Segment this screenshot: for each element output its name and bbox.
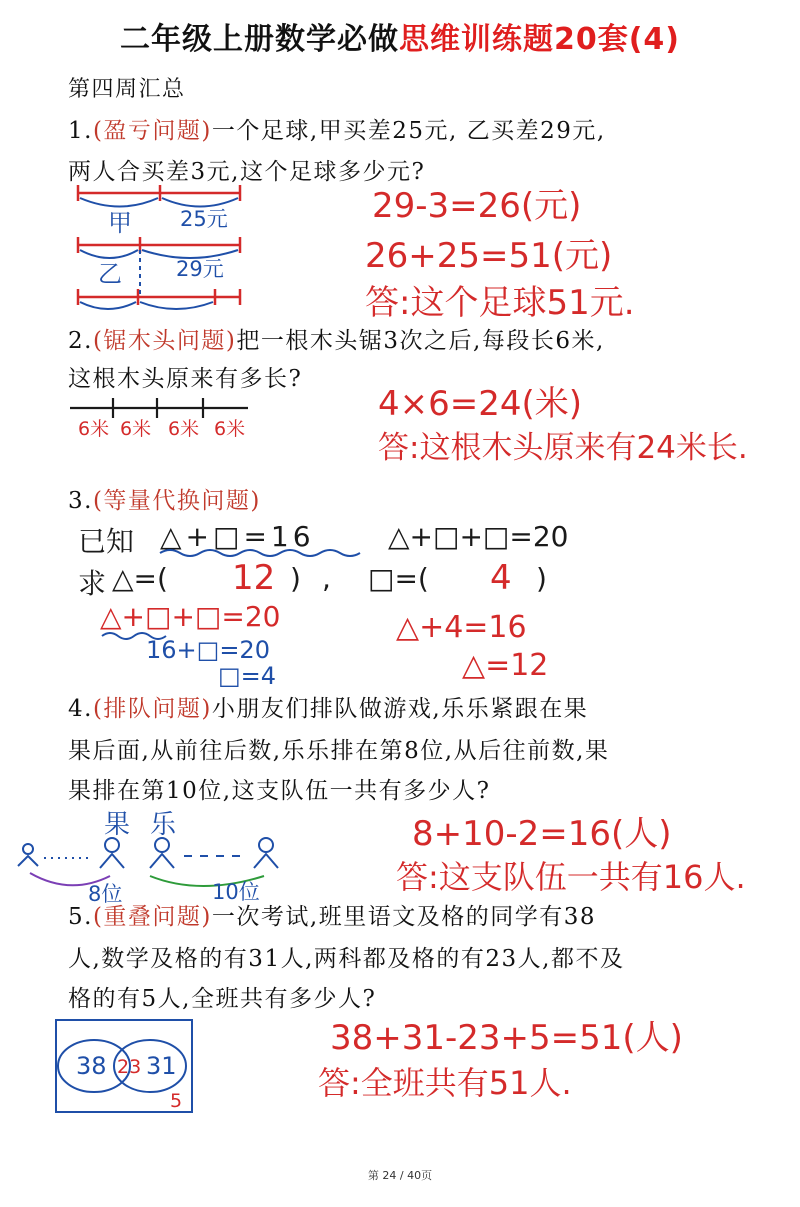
p1-jia-diff: 25元 <box>180 207 228 231</box>
problem-2-tag: (锯木头问题) <box>92 328 237 354</box>
p4-le-label: 乐 <box>150 810 177 840</box>
week-heading: 第四周汇总 <box>68 77 186 102</box>
p3-ask-label: 求 <box>78 567 107 600</box>
p3-work-right-2: △=12 <box>462 648 549 683</box>
p3-equation-2: △+□+□=20 <box>388 520 569 553</box>
p5-venn-left: 38 <box>76 1052 107 1080</box>
p2-segment-1: 6米 <box>78 418 110 440</box>
problem-4-line-3: 果排在第10位,这支队伍一共有多少人? <box>68 778 491 804</box>
p2-segment-3: 6米 <box>168 418 200 440</box>
page-footer: 第 24 / 40页 <box>367 1169 433 1182</box>
problem-4-num: 4. <box>68 696 93 722</box>
problem-5-line-3: 格的有5人,全班共有多少人? <box>68 986 377 1012</box>
p3-ask-square: □=( <box>368 562 429 595</box>
problem-1-tag: (盈亏问题) <box>92 118 212 144</box>
problem-5-tag: (重叠问题) <box>92 904 212 930</box>
p3-work-left-1: △+□+□=20 <box>100 600 281 633</box>
p5-venn-outside: 5 <box>170 1090 183 1112</box>
problem-4-text-1: 小朋友们排队做游戏,乐乐紧跟在果 <box>211 696 589 722</box>
problem-4-line-2: 果后面,从前往后数,乐乐排在第8位,从后往前数,果 <box>68 738 610 764</box>
p3-close-1: ) <box>290 562 301 595</box>
p2-segment-2: 6米 <box>120 418 152 440</box>
p5-solution-1: 38+31-23+5=51(人) <box>330 1018 683 1058</box>
p1-yi-diff: 29元 <box>176 257 224 281</box>
p3-work-right-1: △+4=16 <box>396 610 527 645</box>
p1-solution-2: 26+25=51(元) <box>365 236 613 276</box>
title-red: 思维训练题20套(4) <box>398 22 681 57</box>
p4-guo-label: 果 <box>104 810 131 840</box>
problem-2-text-1: 把一根木头锯3次之后,每段长6米, <box>236 328 605 354</box>
p3-work-left-2: 16+□=20 <box>146 636 270 664</box>
problem-5-line-2: 人,数学及格的有31人,两科都及格的有23人,都不及 <box>68 946 625 972</box>
p3-ask-triangle: △=( <box>112 562 168 595</box>
p3-equation-1: △+□=16 <box>160 520 315 553</box>
problem-1-line-2: 两人合买差3元,这个足球多少元? <box>68 159 426 185</box>
p2-solution-1: 4×6=24(米) <box>378 384 583 424</box>
p1-jia-label: 甲 <box>108 209 132 237</box>
problem-5-text-1: 一次考试,班里语文及格的同学有38 <box>211 904 596 930</box>
p5-venn-mid: 23 <box>117 1056 142 1078</box>
p1-answer: 答:这个足球51元. <box>365 283 635 323</box>
problem-1-text-1: 一个足球,甲买差25元, 乙买差29元, <box>211 118 606 144</box>
problem-3-num: 3. <box>68 488 93 514</box>
p4-front-count: 8位 <box>88 882 123 906</box>
problem-2-num: 2. <box>68 328 93 354</box>
p3-work-left-3: □=4 <box>218 662 277 690</box>
p2-answer: 答:这根木头原来有24米长. <box>378 430 748 466</box>
problem-3-tag: (等量代换问题) <box>92 488 261 514</box>
p3-answer-triangle: 12 <box>232 558 276 598</box>
p1-solution-1: 29-3=26(元) <box>372 186 582 226</box>
p3-close-2: ) <box>536 562 547 595</box>
p3-given-label: 已知 <box>78 525 135 558</box>
p1-yi-label: 乙 <box>98 260 122 288</box>
p4-back-count: 10位 <box>212 880 260 904</box>
problem-1-num: 1. <box>68 118 93 144</box>
p5-venn-right: 31 <box>146 1052 177 1080</box>
p2-segment-4: 6米 <box>214 418 246 440</box>
problem-5-num: 5. <box>68 904 93 930</box>
p4-answer: 答:这支队伍一共有16人. <box>396 858 746 896</box>
problem-4-tag: (排队问题) <box>92 696 212 722</box>
p4-solution-1: 8+10-2=16(人) <box>412 814 672 854</box>
p5-answer: 答:全班共有51人. <box>318 1064 572 1102</box>
title-black: 二年级上册数学必做 <box>119 22 399 57</box>
p3-answer-square: 4 <box>490 558 512 598</box>
problem-2-line-2: 这根木头原来有多长? <box>68 366 303 392</box>
